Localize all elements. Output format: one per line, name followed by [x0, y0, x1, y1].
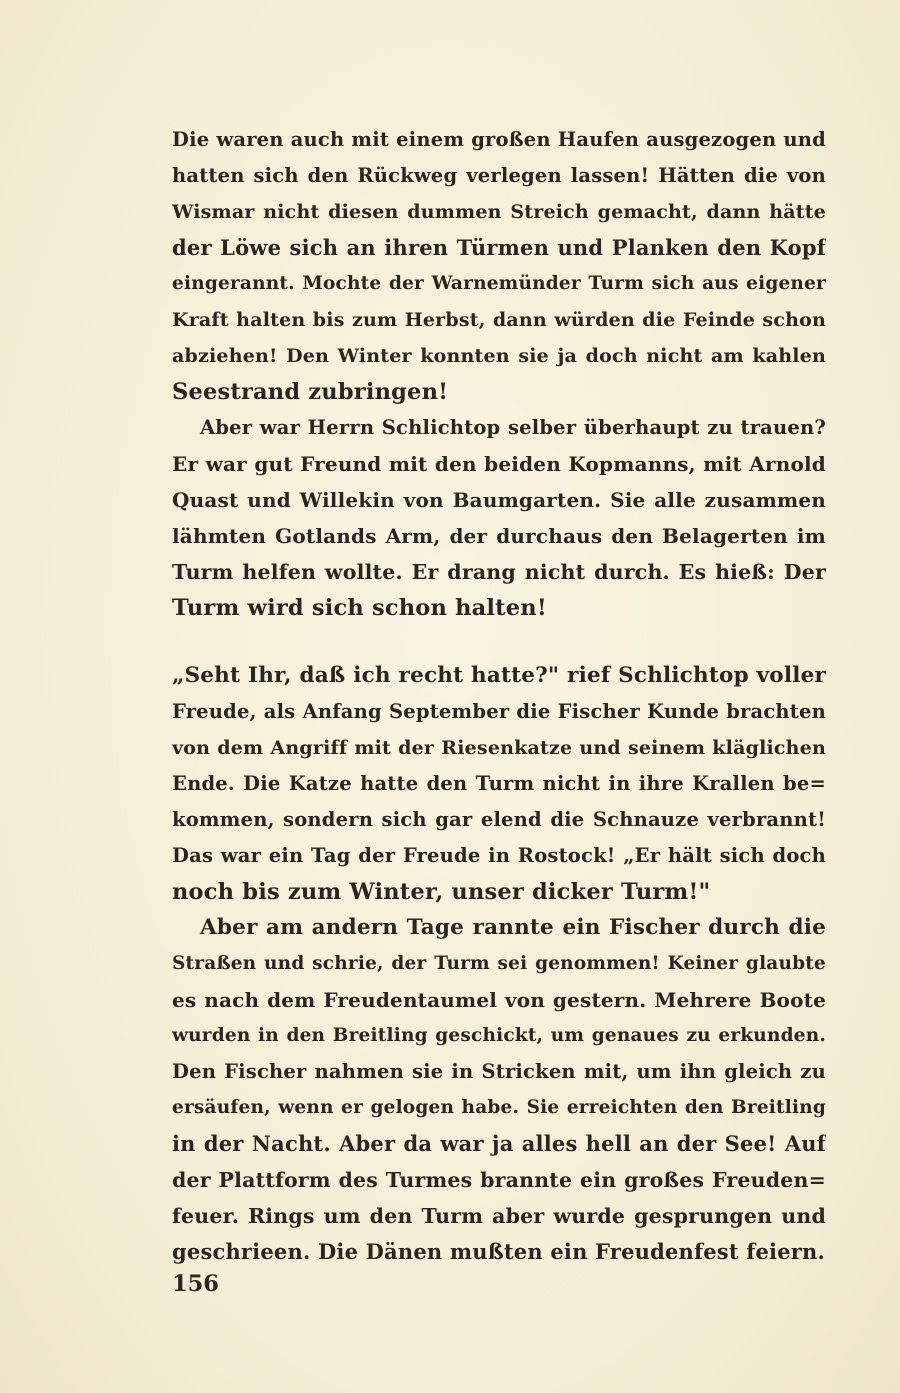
paragraph [172, 910, 826, 1270]
text-line: eingerannt. Mochte der Warnemünder Turm sich aus eigener [172, 273, 826, 294]
text-line: Aber war Herrn Schlichtop selber überhaupt zu trauen? [200, 416, 826, 439]
text-line: wurden in den Breitling geschickt, um genaues zu erkunden. [172, 1025, 826, 1046]
text-line: abziehen! Den Winter konnten sie ja doch nicht am kahlen [172, 345, 826, 367]
text-line: Die waren auch mit einem großen Haufen ausgezogen und [172, 128, 826, 151]
text-line: Quast und Willekin von Baumgarten. Sie alle zusammen [172, 488, 826, 512]
paragraph [172, 658, 826, 910]
text-line: Turm wird sich schon halten! [172, 595, 547, 621]
text-line: in der Nacht. Aber da war ja alles hell an der See! Auf [172, 1131, 826, 1156]
paragraph [172, 410, 826, 626]
paragraph [172, 122, 826, 410]
page-number: 156 [172, 1271, 219, 1297]
text-line: Er war gut Freund mit den beiden Kopmanns, mit Arnold [172, 452, 826, 476]
text-line: Den Fischer nahmen sie in Stricken mit, um ihn gleich zu [172, 1060, 826, 1083]
text-line: lähmten Gotlands Arm, der durchaus den Belagerten im [172, 524, 826, 548]
text-line: Turm helfen wollte. Er drang nicht durch. Es hieß: Der [172, 560, 826, 584]
text-line: „Seht Ihr, daß ich recht hatte?" rief Schlichtop voller [172, 663, 826, 688]
text-line: Wismar nicht diesen dummen Streich gemacht, dann hätte [172, 201, 826, 223]
text-line: es nach dem Freudentaumel von gestern. Mehrere Boote [172, 988, 826, 1012]
text-line: von dem Angriff mit der Riesenkatze und seinem kläglichen [172, 737, 826, 759]
text-line: Seestrand zubringen! [172, 379, 449, 405]
text-line: der Löwe sich an ihren Türmen und Planken den Kopf [172, 235, 826, 260]
text-line: Freude, als Anfang September die Fischer Kunde brachten [172, 700, 826, 723]
text-line: Ende. Die Katze hatte den Turm nicht in ihre Krallen be= [172, 772, 826, 795]
text-line: Das war ein Tag der Freude in Rostock! „Er hält sich doch [172, 844, 826, 867]
text-line: hatten sich den Rückweg verlegen lassen! Hätten die von [172, 164, 826, 187]
text-line: kommen, sondern sich gar elend die Schnauze verbrannt! [172, 808, 826, 831]
text-line: Straßen und schrie, der Turm sei genommen! Keiner glaubte [172, 953, 826, 974]
text-line: Kraft halten bis zum Herbst, dann würden die Feinde schon [172, 309, 826, 331]
paragraph-gap [172, 626, 826, 658]
body-text [172, 122, 826, 1270]
text-line: feuer. Rings um den Turm aber wurde gesprungen und [172, 1204, 826, 1228]
text-line: geschrieen. Die Dänen mußten ein Freudenfest feiern. [172, 1239, 826, 1264]
text-line: Aber am andern Tage rannte ein Fischer durch die [200, 915, 826, 940]
text-line: der Plattform des Turmes brannte ein großes Freuden= [172, 1168, 826, 1192]
text-line: ersäufen, wenn er gelogen habe. Sie erreichten den Breitling [172, 1097, 826, 1118]
text-line: noch bis zum Winter, unser dicker Turm!" [172, 879, 711, 905]
